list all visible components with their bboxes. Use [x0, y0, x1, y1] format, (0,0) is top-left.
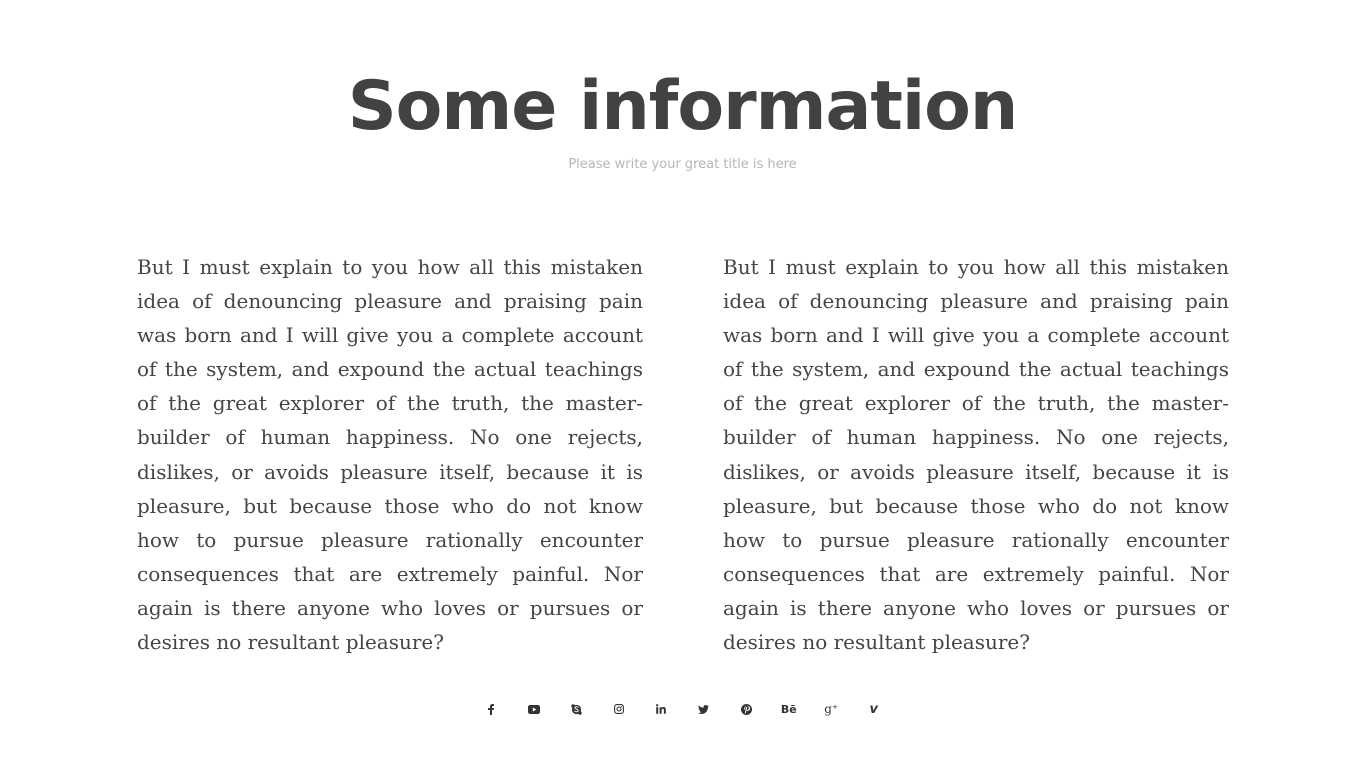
linkedin-icon: [656, 704, 666, 714]
page-title: Some information: [347, 67, 1018, 146]
behance-link[interactable]: [768, 697, 811, 721]
linkedin-link[interactable]: [640, 697, 683, 721]
pinterest-link[interactable]: [725, 697, 768, 721]
google-plus-icon: g⁺: [824, 702, 839, 716]
behance-icon: Bē: [780, 702, 797, 716]
skype-icon: [571, 704, 582, 715]
twitter-link[interactable]: [683, 697, 726, 721]
facebook-icon: [488, 704, 494, 715]
instagram-icon: [614, 704, 624, 714]
page-subtitle: Please write your great title is here: [568, 157, 797, 172]
twitter-icon: [698, 705, 709, 714]
facebook-link[interactable]: [470, 697, 513, 721]
body-text-left: But I must explain to you how all this mistaken idea of denouncing pleasure and praising pain was born and I will give you a complete account of the system, and expound the actual teachings of the great explorer of the truth, the master-builder of human happiness. No one rejects, dislikes, or avoids pleasure itself, because it is pleasure, but because those who do not know how to pursue pleasure rationally encounter consequences that are extremely painful. Nor again is there anyone who loves or pursues or desires no resultant pleasure?: [137, 255, 643, 655]
body-text-right: But I must explain to you how all this mistaken idea of denouncing pleasure and praising pain was born and I will give you a complete account of the system, and expound the actual teachings of the great explorer of the truth, the master-builder of human happiness. No one rejects, dislikes, or avoids pleasure itself, because it is pleasure, but because those who do not know how to pursue pleasure rationally encounter consequences that are extremely painful. Nor again is there anyone who loves or pursues or desires no resultant pleasure?: [723, 255, 1229, 655]
vimeo-link[interactable]: [853, 697, 896, 721]
youtube-icon: [528, 705, 540, 714]
youtube-link[interactable]: [513, 697, 556, 721]
social-links: [0, 697, 1365, 721]
vimeo-icon: v: [869, 701, 878, 717]
skype-link[interactable]: [555, 697, 598, 721]
instagram-link[interactable]: [598, 697, 641, 721]
pinterest-icon: [741, 704, 752, 715]
google-plus-link[interactable]: [810, 697, 853, 721]
